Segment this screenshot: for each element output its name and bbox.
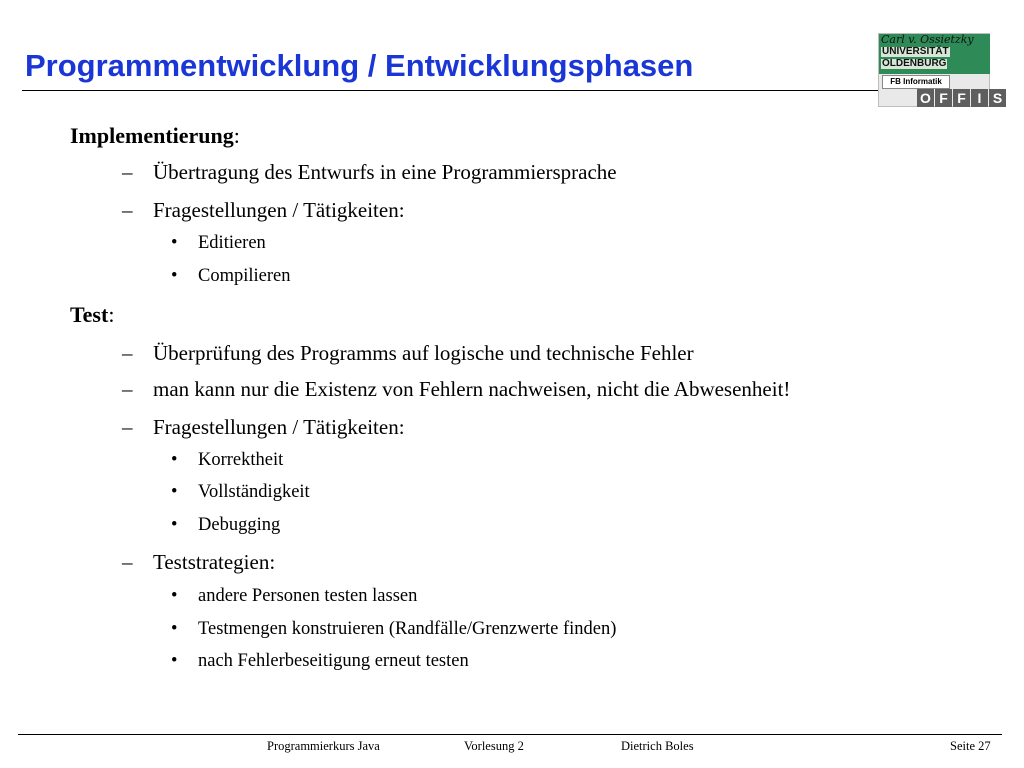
footer-page-number: Seite 27	[950, 739, 991, 753]
sub-list-item: • Korrektheit	[171, 450, 284, 470]
logo-offis	[917, 89, 1006, 107]
logo-letter: F	[935, 89, 952, 107]
sub-list-item: • Compilieren	[171, 266, 291, 286]
title-divider	[22, 90, 898, 91]
sub-list-item: • Testmengen konstruieren (Randfälle/Grenzwerte finden)	[171, 619, 617, 639]
logo-city-text: OLDENBURG	[882, 58, 947, 69]
list-item: – man kann nur die Existenz von Fehlern nachweisen, nicht die Abwesenheit!	[122, 377, 791, 401]
logo-letter: S	[989, 89, 1006, 107]
sub-list-item: • Debugging	[171, 515, 281, 535]
logo-university-text: UNIVERSITÄT	[882, 46, 949, 57]
logo-letter: O	[917, 89, 934, 107]
list-item: – Übertragung des Entwurfs in eine Programmiersprache	[122, 160, 617, 184]
logo-letter: I	[971, 89, 988, 107]
section-heading-test: Test:	[70, 302, 115, 327]
list-item: – Überprüfung des Programms auf logische und technische Fehler	[122, 341, 694, 365]
sub-list-item: • Vollständigkeit	[171, 482, 310, 502]
sub-list-item: • Editieren	[171, 233, 266, 253]
footer-course: Programmierkurs Java	[267, 739, 380, 753]
logo-letter: F	[953, 89, 970, 107]
list-item: – Teststrategien:	[122, 550, 276, 574]
sub-list-item: • andere Personen testen lassen	[171, 586, 418, 606]
university-logo	[878, 33, 1003, 107]
logo-department: FB Informatik	[882, 75, 950, 89]
list-item: – Fragestellungen / Tätigkeiten:	[122, 198, 405, 222]
logo-signature: Carl v. Ossietzky	[881, 33, 974, 46]
list-item: – Fragestellungen / Tätigkeiten:	[122, 415, 405, 439]
footer-divider	[18, 734, 1002, 735]
sub-list-item: • nach Fehlerbeseitigung erneut testen	[171, 651, 469, 671]
slide-title: Programmentwicklung / Entwicklungsphasen	[25, 48, 694, 83]
section-heading-implementierung: Implementierung:	[70, 123, 240, 148]
footer-lecture: Vorlesung 2	[464, 739, 524, 753]
footer-author: Dietrich Boles	[621, 739, 694, 753]
